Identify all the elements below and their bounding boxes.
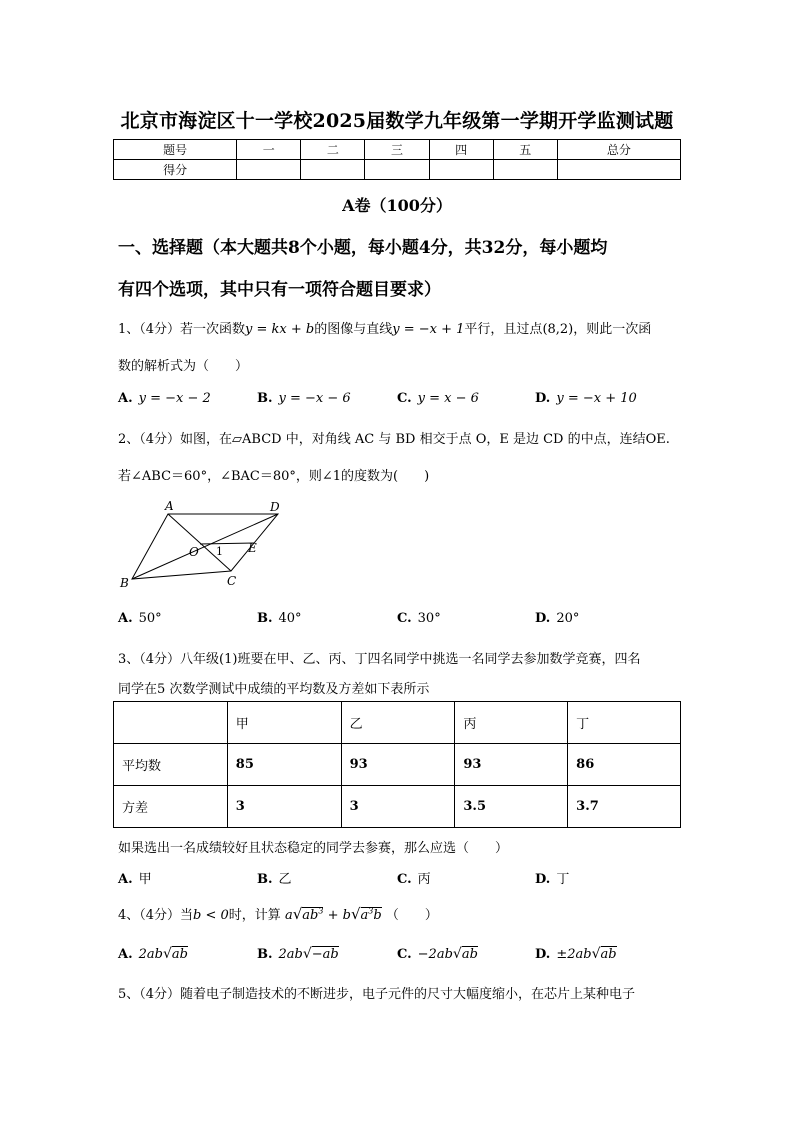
q2-option-b[interactable] (257, 611, 302, 626)
label-d: D (270, 500, 280, 514)
option-radicand: ab (461, 947, 478, 962)
option-value: 丁 (556, 872, 570, 887)
option-label: D. (535, 391, 551, 406)
table-row (114, 744, 681, 786)
radicand-exponent: 3 (368, 906, 374, 916)
score-table-header-row (114, 140, 681, 160)
option-value: 20° (556, 611, 580, 626)
q1-option-b[interactable] (257, 391, 351, 406)
score-cell: 三 (365, 140, 429, 160)
option-radicand: ab (600, 947, 617, 962)
option-value: y = x − 6 (417, 391, 479, 406)
q1-func2: y = −x + 1 (392, 322, 465, 337)
question-4-line1 (118, 904, 438, 923)
q3-option-d[interactable] (535, 868, 569, 887)
q4-option-d[interactable] (535, 946, 617, 962)
radicand-tail: b (373, 908, 382, 923)
label-e: E (248, 541, 257, 555)
table-cell: 乙 (341, 702, 455, 744)
question-3-line3: 如果选出一名成绩较好且状态稳定的同学去参赛，那么应选（ ） (118, 841, 509, 856)
table-cell: 85 (227, 744, 341, 786)
table-cell: 平均数 (114, 744, 228, 786)
score-cell: 一 (237, 140, 301, 160)
q1-end1: ，则此一次函 (573, 322, 652, 337)
score-cell (301, 160, 365, 180)
question-1-line2: 数的解析式为（ ） (118, 359, 249, 374)
table-cell (114, 702, 228, 744)
diagonal-ac (168, 514, 231, 571)
option-value: 丙 (417, 872, 431, 887)
table-cell: 3 (341, 786, 455, 828)
score-cell: 五 (493, 140, 557, 160)
parallelogram-figure (112, 497, 292, 592)
option-value: 30° (417, 611, 441, 626)
q1-option-d[interactable] (535, 391, 637, 406)
q4-plus-b: + b (327, 908, 351, 923)
q1-prefix: 1、（4分）若一次函数 (118, 322, 246, 337)
score-table (113, 139, 681, 180)
score-cell: 得分 (114, 160, 237, 180)
question-3-line2: 同学在5 次数学测试中成绩的平均数及方差如下表所示 (118, 682, 430, 697)
option-label: B. (257, 872, 273, 887)
table-cell: 甲 (227, 702, 341, 744)
table-cell: 方差 (114, 786, 228, 828)
q2-option-a[interactable] (118, 611, 162, 626)
table-cell: 93 (341, 744, 455, 786)
option-coef: 2ab (138, 947, 163, 962)
segment-oe (200, 543, 254, 544)
sqrt-sign: √ (162, 946, 172, 962)
option-coef: ±2ab (556, 947, 592, 962)
q2-option-c[interactable] (397, 611, 441, 626)
table-row (114, 786, 681, 828)
option-value: y = −x − 2 (138, 391, 211, 406)
q3-option-b[interactable] (257, 868, 292, 887)
question-3-line1: 3、（4分）八年级(1)班要在甲、乙、丙、丁四名同学中挑选一名同学去参加数学竞赛，四名 (118, 652, 641, 667)
score-cell (237, 160, 301, 180)
option-label: D. (535, 872, 551, 887)
label-c: C (227, 574, 237, 588)
table-cell: 3.7 (568, 786, 681, 828)
score-cell: 四 (429, 140, 493, 160)
q4-prefix: 4、（4分）当 (118, 908, 194, 923)
section-1-heading-line2: 有四个选项，其中只有一项符合题目要求） (118, 280, 441, 300)
radicand-exponent: 3 (318, 906, 324, 916)
q4-option-c[interactable] (397, 946, 478, 962)
sqrt-sign: √ (452, 946, 462, 962)
option-label: C. (397, 391, 412, 406)
q3-option-a[interactable] (118, 868, 152, 887)
option-value: 乙 (278, 872, 292, 887)
option-radicand: ab (171, 947, 188, 962)
section-a-heading: A卷（100分） (342, 196, 452, 215)
score-cell: 总分 (557, 140, 680, 160)
q1-option-a[interactable] (118, 391, 211, 406)
table-cell: 86 (568, 744, 681, 786)
score-cell: 题号 (114, 140, 237, 160)
table-row (114, 702, 681, 744)
sqrt-sign: √ (350, 905, 361, 923)
radicand-base: ab (302, 908, 319, 923)
sqrt-sign: √ (292, 905, 303, 923)
q3-option-c[interactable] (397, 868, 431, 887)
question-2-line1: 2、（4分）如图，在▱ABCD 中，对角线 AC 与 BD 相交于点 O，E 是边 CD 的中点，连结OE. (118, 432, 670, 447)
score-cell (429, 160, 493, 180)
option-label: B. (257, 611, 273, 626)
q1-mid2: 平行，且过点 (464, 322, 543, 337)
label-b: B (120, 576, 129, 590)
option-value: y = −x − 6 (278, 391, 351, 406)
option-label: A. (118, 391, 133, 406)
option-label: D. (535, 611, 551, 626)
score-cell: 二 (301, 140, 365, 160)
option-value: 甲 (138, 872, 152, 887)
option-radicand: −ab (311, 947, 339, 962)
option-label: A. (118, 947, 133, 962)
option-coef: 2ab (278, 947, 303, 962)
table-cell: 丁 (568, 702, 681, 744)
q1-func1: y = kx + b (245, 322, 315, 337)
q4-end: （ ） (385, 908, 438, 923)
q4-coef-a: a (284, 908, 293, 923)
option-label: C. (397, 872, 412, 887)
option-label: A. (118, 872, 133, 887)
score-cell (557, 160, 680, 180)
q1-option-c[interactable] (397, 391, 479, 406)
option-label: D. (535, 947, 551, 962)
label-angle-1: 1 (216, 545, 223, 558)
question-5-line1: 5、（4分）随着电子制造技术的不断进步，电子元件的尺寸大幅度缩小，在芯片上某种电子 (118, 987, 636, 1002)
table-cell: 3.5 (455, 786, 568, 828)
scores-table (113, 701, 681, 828)
sqrt-sign: √ (591, 946, 601, 962)
q4-option-b[interactable] (257, 946, 339, 962)
score-table-score-row (114, 160, 681, 180)
score-cell (493, 160, 557, 180)
table-cell: 93 (455, 744, 568, 786)
option-value: 50° (138, 611, 162, 626)
label-o: O (189, 545, 199, 559)
option-label: C. (397, 611, 412, 626)
option-value: y = −x + 10 (556, 391, 637, 406)
q4-mid: 时，计算 (228, 908, 281, 923)
q1-point: (8,2) (542, 322, 574, 337)
radicand-base: a (360, 908, 369, 923)
option-label: C. (397, 947, 412, 962)
exam-title: 北京市海淀区十一学校2025届数学九年级第一学期开学监测试题 (120, 110, 674, 132)
table-cell: 3 (227, 786, 341, 828)
option-coef: −2ab (417, 947, 453, 962)
q4-radicand-1 (302, 907, 323, 923)
option-value: 40° (278, 611, 302, 626)
score-cell (365, 160, 429, 180)
q4-radicand-2 (361, 907, 382, 923)
q2-option-d[interactable] (535, 611, 579, 626)
sqrt-sign: √ (302, 946, 312, 962)
option-label: B. (257, 391, 273, 406)
question-1-line1 (118, 318, 651, 337)
table-cell: 丙 (455, 702, 568, 744)
question-2-line2: 若∠ABC＝60°，∠BAC＝80°，则∠1的度数为( ) (118, 469, 430, 484)
label-a: A (165, 499, 174, 513)
option-label: B. (257, 947, 273, 962)
q1-mid1: 的图像与直线 (314, 322, 393, 337)
option-label: A. (118, 611, 133, 626)
q4-condition: b < 0 (193, 908, 229, 923)
q4-option-a[interactable] (118, 946, 188, 962)
section-1-heading-line1: 一、选择题（本大题共8个小题，每小题4分，共32分，每小题均 (118, 238, 608, 258)
